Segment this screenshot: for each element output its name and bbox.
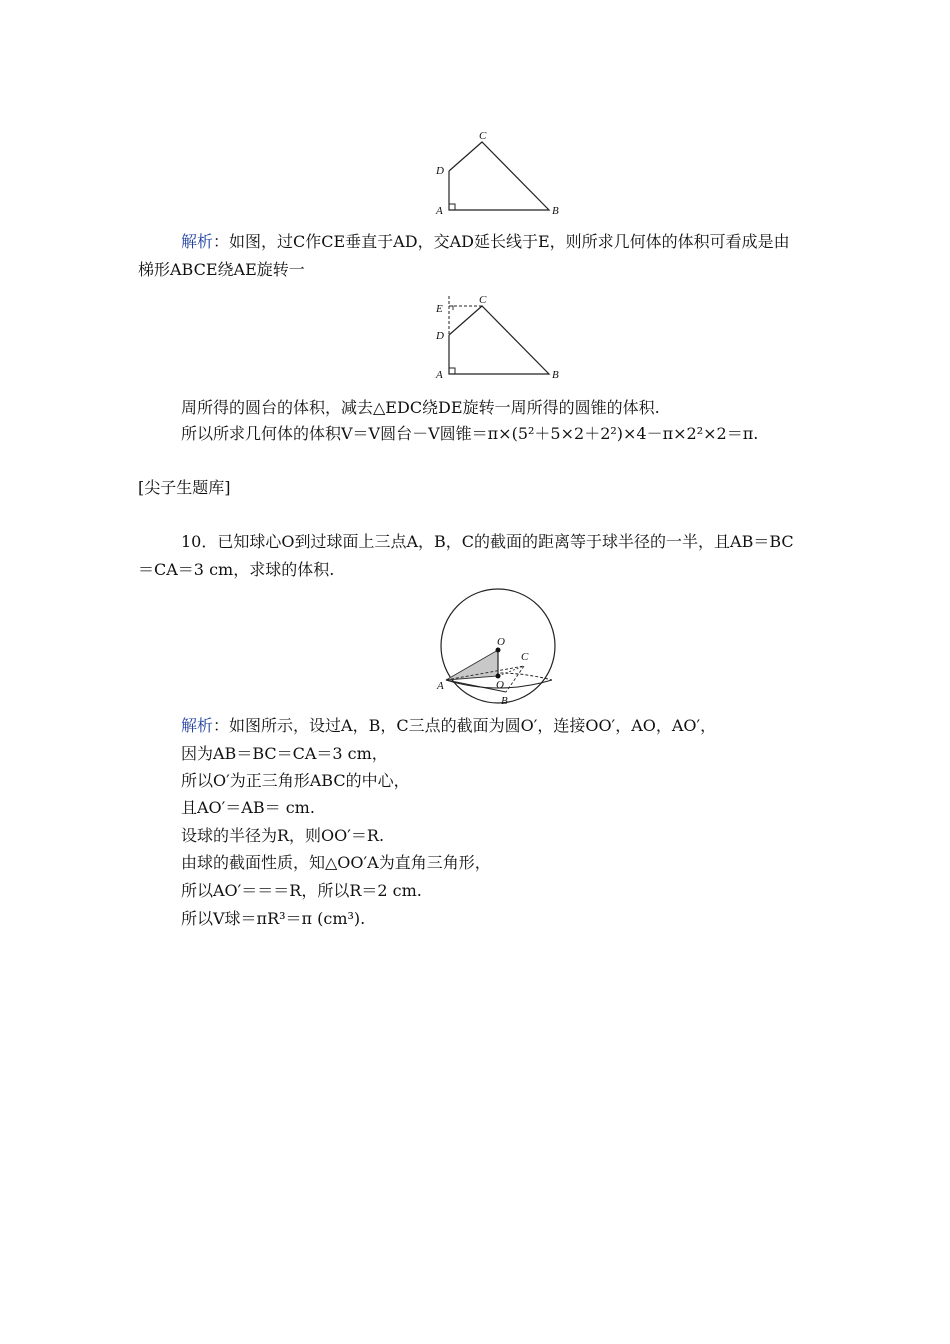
solution2-line8: 所以V球＝πR³＝π (cm³).: [181, 909, 366, 928]
label-D: D: [436, 165, 444, 177]
solution2-line7: 所以AO′＝＝＝R，所以R＝2 cm.: [181, 881, 422, 900]
label-C: C: [479, 294, 487, 306]
label-C: C: [521, 651, 529, 663]
solution2-line3: 所以O′为正三角形ABC的中心，: [181, 771, 410, 790]
problem10-line1: 10．已知球心O到过球面上三点A，B，C的截面的距离等于球半径的一半，且AB＝BC: [181, 532, 794, 551]
solution1-line1: 解析：如图，过C作CE垂直于AD，交AD延长线于E，则所求几何体的体积可看成是由: [181, 232, 790, 251]
label-D: D: [436, 330, 444, 342]
solution-label: 解析: [181, 232, 214, 251]
solution1-line2: 梯形ABCE绕AE旋转一: [138, 260, 305, 279]
solution2-line1: 解析：如图所示，设过A，B，C三点的截面为圆O′，连接OO′，AO，AO′，: [181, 716, 717, 735]
label-A: A: [436, 205, 443, 217]
label-B: B: [552, 369, 559, 381]
solution1-line3: 周所得的圆台的体积，减去△EDC绕DE旋转一周所得的圆锥的体积.: [181, 398, 660, 417]
solution1-line4: 所以所求几何体的体积V＝V圆台－V圆锥＝π×(5²＋5×2＋2²)×4－π×2²×2＝π.: [181, 424, 759, 443]
label-O: O: [497, 636, 505, 648]
problem10-line2: ＝CA＝3 cm，求球的体积.: [138, 560, 335, 579]
solution2-line5: 设球的半径为R，则OO′＝R.: [181, 826, 385, 845]
figure-sphere: [432, 588, 564, 706]
solution2-line2: 因为AB＝BC＝CA＝3 cm，: [181, 744, 388, 763]
figure-trapezoid-1: [425, 128, 575, 220]
figure-trapezoid-2: [425, 292, 575, 384]
solution2-line6: 由球的截面性质，知△OO′A为直角三角形，: [181, 853, 491, 872]
solution2-line4: 且AO′＝AB＝ cm.: [181, 798, 315, 817]
label-A: A: [436, 369, 443, 381]
label-O-prime: O: [496, 679, 504, 691]
label-B: B: [552, 205, 559, 217]
label-E: E: [436, 303, 443, 315]
label-C: C: [479, 130, 487, 142]
solution-label: 解析: [181, 716, 214, 735]
label-A: A: [437, 680, 444, 692]
label-B: B: [501, 695, 508, 706]
section-title: [尖子生题库]: [138, 478, 231, 497]
